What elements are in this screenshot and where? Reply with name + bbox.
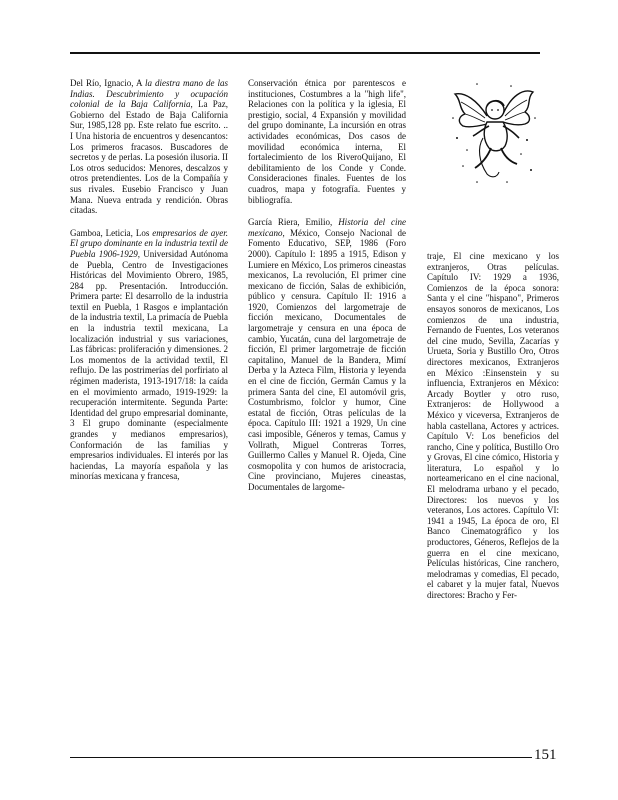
entry-title: la diestra mano de las Indias. Descubrimiento y ocupación colonial de la Baja California xyxy=(70,78,228,110)
entry-author: García Riera, Emilio, xyxy=(248,217,339,228)
top-rule xyxy=(70,52,540,54)
bibliography-entry xyxy=(70,228,228,482)
bottom-rule xyxy=(70,757,532,758)
page-number: 151 xyxy=(534,747,557,763)
cherub-icon xyxy=(447,78,539,190)
entry-title: empresarios de ayer. El grupo dominante en la industria textil de Puebla 1906-1929 xyxy=(70,227,228,259)
entry-body: , Universidad Autónoma de Puebla, Centro de Investigaciones Históricas del Movimiento Obrero, 1985, 284 pp. Presentación. Introducción. Primera parte: El desarrollo de la industria textil en Puebla, 1 Rasgos e implantación de la industria textil, La primacía de Puebla en la industria textil mexicana, La localización industrial y sus variaciones, Las fábricas: proliferación y dimensiones. 2 Los momentos de la actividad textil, El reflujo. De las postrimerías del porfiriato al régimen maderista, 1913-1917/18: la caída en el movimiento armado, 1919-1929: la recuperación intermitente. Segunda Parte: Identidad del grupo empresarial dominante, 3 El grupo dominante (especialmente grandes y medianos empresarios), Conformación de las familias y empresarios individuales. El interés por las haciendas, La mayoría española y las minorías mexicana y francesa, xyxy=(70,248,228,482)
column-2 xyxy=(248,78,406,505)
column-3 xyxy=(427,251,559,613)
entry-body: , México, Consejo Nacional de Fomento Educativo, SEP, 1986 (Foro 2000). Capítulo I: 1895 a 1915, Edison y Lumiere en México, Los primeros cineastas mexicanos, La revolución, El primer cine mexicano de ficción, Salas de exhibición, público y censura. Capítulo II: 1916 a 1920, Comienzos del largometraje de ficción mexicano, Documentales de largometraje y censura en una época de cambio, Yucatán, cuna del largometraje de ficción, El primer largometraje de ficción capitalino, Manuel de la Bandera, Mimí Derba y la Azteca Film, Historia y leyenda en el cine de ficción, Germán Camus y la primera Santa del cine, El automóvil gris, Costumbrismo, folclor y humor, Cine estatal de ficción, Otras películas de la época. Capítulo III: 1921 a 1929, Un cine casi imposible, Géneros y temas, Camus y Vollrath, Miguel Contreras Torres, Guillermo Calles y Manuel R. Ojeda, Cine cosmopolita y con humos de aristocracia, Cine provinciano, Mujeres cineastas, Documentales de largome- xyxy=(248,227,406,492)
entry-title: Historia del cine mexicano xyxy=(248,217,406,238)
column-1 xyxy=(70,78,228,494)
entry-continuation: Conservación étnica por parentescos e instituciones, Costumbres a la "high life", Relaciones con la política y la iglesia, El prestigio, social, 4 Expansión y movilidad del grupo dominante, La incursión en otras actividades económicas, Dos casos de movilidad económica interna, El fortalecimiento de los RiveroQuijano, El debilitamiento de los Conde y Conde. Consideraciones finales. Fuentes de los cuadros, mapa y fotografía. Fuentes y bibliografía. xyxy=(248,78,406,205)
entry-continuation: traje, El cine mexicano y los extranjeros, Otras películas. Capítulo IV: 1929 a 1936, Comienzos de la época sonora: Santa y el cine "hispano", Primeros ensayos sonoros de mexicanos, Los comienzos de una industria, Fernando de Fuentes, Los veteranos del cine mudo, Sevilla, Zacarías y Urueta, Soria y Bustillo Oro, Otros directores mexicanos, Extranjeros en México :Einsenstein y su influencia, Extranjeros en México: Arcady Boytler y otro ruso, Extranjeros: de Hollywood a México y viceversa, Extranjeros de habla castellana, Actores y actrices. Capítulo V: Los beneficios del rancho, Cine y política, Bustillo Oro y Grovas, El cine cómico, Historia y literatura, Lo español y lo norteamericano en el cine nacional, El melodrama urbano y el pecado, Directores: los nuevos y los veteranos, Los actores. Capítulo VI: 1941 a 1945, La época de oro, El Banco Cinematográfico y los productores, Géneros, Reflejos de la guerra en el cine mexicano, Películas históricas, Cine ranchero, melodramas y comedias, El pecado, el cabaret y la mujer fatal, Nuevos directores: Bracho y Fer- xyxy=(427,251,559,600)
entry-body: , La Paz, Gobierno del Estado de Baja California Sur, 1985,128 pp. Este relato fue escrito. .. I Una historia de encuentros y desencantos: Los primeros fracasos. Buscadores de secretos y de perlas. La posesión ilusoria. II Los otros seducidos: Menores, descalzos y otros pretendientes. Los de la Compañía y sus rivales. Eusebio Francisco y Juan Mana. Nueva entrada y rendición. Obras citadas. xyxy=(70,99,228,216)
entry-author: Del Río, Ignacio, A xyxy=(70,78,145,88)
bibliography-entry xyxy=(248,217,406,492)
bibliography-entry xyxy=(70,78,228,216)
entry-author: Gamboa, Leticia, Los xyxy=(70,227,153,238)
